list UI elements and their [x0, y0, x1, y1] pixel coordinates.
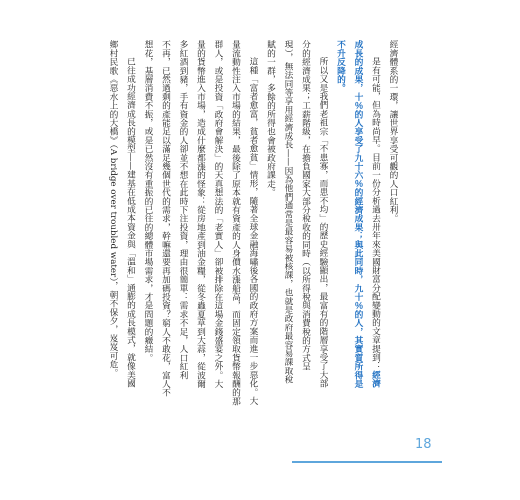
text-column — [125, 57, 137, 388]
text-column — [177, 40, 189, 379]
emphasized-text-run: 經濟 — [370, 370, 381, 388]
text-column — [335, 40, 347, 92]
text-run: 想花，基層消費不振，或是已然沒有重振的已往的總體市場需求，才是問題的癥結。 — [143, 40, 153, 362]
text-run: 分的經濟成果；工薪階級，在擔負國家大部分稅收的同時（以所得稅與消費稅的方式呈 — [300, 40, 311, 371]
emphasized-text-run: 不升反降的。 — [335, 40, 346, 93]
text-column — [265, 40, 277, 197]
text-run: 鄉村民歌《惡水上的大橋》（A bridge over troubled water），朝不保夕，岌岌可危。 — [108, 40, 118, 378]
text-column — [160, 40, 172, 397]
text-run: 不再，已然過剩的產能足以滿足幾個世代的需求，幹嘛還要再加碼投資？窮人不敢花，富人不 — [160, 40, 171, 397]
text-column — [300, 40, 312, 371]
text-run: 量流動性注入市場的結果，最後除了原本就有資產的人身價水漲船高，而固定領取貨幣報酬的那 — [230, 40, 241, 406]
text-column — [317, 57, 329, 388]
text-column — [230, 40, 242, 405]
text-run: 賦的一群，多餘的所得也會被政府課走。 — [265, 40, 276, 197]
text-column — [282, 40, 294, 384]
text-run: 是有可能，但為時尚早。目前一份分析過去卅年來美國財富分配變動的文章提到： — [370, 57, 381, 371]
emphasized-text-run: 成長的成果，十％的人享受了九十六％的經濟成果；與此同時，九十％的人，其實質所得是 — [353, 40, 363, 388]
text-run: 已往成功經濟成長的模型——建基在低成本資金與「溫和」通膨的成長模式，就像美國 — [125, 57, 136, 388]
text-run: 多紅酒到豬，手有資金的人卻並不想在此時下注投資，理由很簡單：需求不足，人口紅利 — [178, 40, 188, 380]
page-number: 18 — [415, 437, 432, 452]
text-column — [247, 57, 259, 405]
text-run: 群人，或是投資「政府會解決」的天真想法的「老實人」卻被排除在這場金錢盛宴之外。大 — [213, 40, 223, 388]
page-rule — [292, 461, 442, 463]
text-column — [212, 40, 224, 388]
text-run: 經濟體系的一環，讓世界享受可觀的人口紅利。 — [388, 40, 398, 223]
text-column — [195, 40, 207, 388]
text-run: 量的貨幣進入市場，造成什麼都漲的怪象：從房地產到油金糧，從冬蟲夏草到大蒜，從波爾 — [195, 40, 206, 388]
text-column — [387, 40, 399, 223]
text-run: 這種「富者愈富，貧者愈貧」情形，隨著全球金融海嘯後各國的政府方案而進一步惡化。大 — [248, 57, 258, 406]
text-run: 現），無法同等享用經濟成長——因為他們通常是最容易被核課，也就是政府最容易課取稅 — [283, 40, 293, 384]
text-run: 所以又是我們老祖宗「不患寡，而患不均」的歷史經驗顯出，最富有的階層享受了大部 — [318, 57, 328, 388]
text-column — [107, 40, 119, 377]
text-column — [352, 40, 364, 388]
text-column — [370, 57, 382, 388]
text-column — [142, 40, 154, 362]
